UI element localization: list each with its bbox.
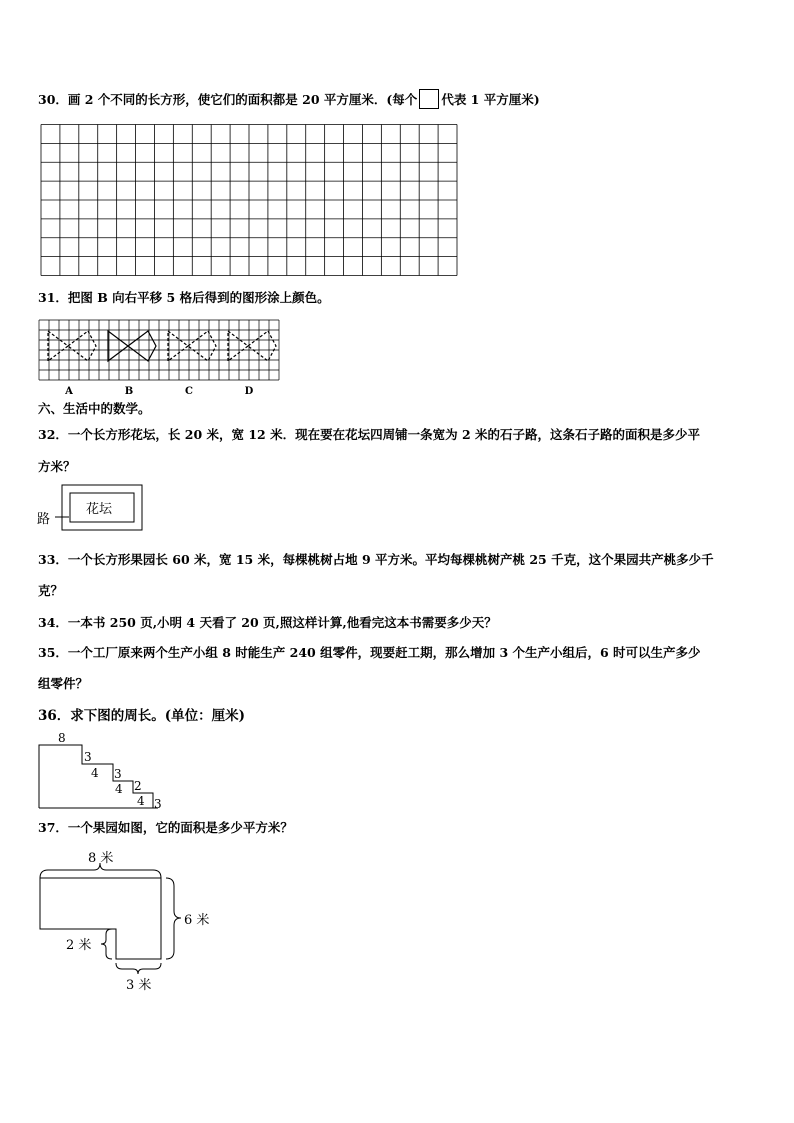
dim-notch-width: 3 米 (126, 978, 152, 993)
unit-square-icon (419, 89, 439, 109)
bowtie-left (168, 331, 188, 361)
flowerbed-figure (36, 484, 146, 534)
road-label: 路 (37, 512, 51, 527)
question-35-line2: 组零件？ (38, 676, 89, 691)
bowtie-right (128, 331, 156, 361)
section-title: 六、生活中的数学。 (38, 401, 151, 416)
question-31: 31．把图 B 向右平移 5 格后得到的图形涂上颜色。 (38, 290, 330, 305)
question-33-line1: 33．一个长方形果园长 60 米，宽 15 米，每棵桃树占地 9 平方米。平均每棵桃树产桃 25 千克，这个果园共产桃多少千 (38, 552, 714, 567)
question-36: 36．求下图的周长。(单位：厘米) (38, 708, 246, 724)
orchard-figure (36, 845, 216, 993)
dim-3a: 3 (84, 750, 92, 764)
bowtie-right (188, 331, 216, 361)
bowtie-right (248, 331, 276, 361)
bowtie-left (108, 331, 128, 361)
staircase-figure (36, 730, 171, 812)
figure-label: B (124, 386, 134, 397)
dim-notch-height: 2 米 (66, 938, 92, 953)
question-34: 34．一本书 250 页,小明 4 天看了 20 页,照这样计算,他看完这本书需要多少天？ (38, 615, 497, 630)
translation-figure (38, 319, 283, 397)
dim-4b: 4 (115, 782, 123, 796)
figure-label: D (244, 386, 254, 397)
bowtie-right (68, 331, 96, 361)
dim-right: 6 米 (184, 913, 210, 928)
dim-3b: 3 (114, 767, 122, 781)
question-30-text: 30．画 2 个不同的长方形，使它们的面积都是 20 平方厘米．(每个 (38, 92, 418, 107)
dim-2: 2 (134, 779, 142, 793)
question-30-suffix: 代表 1 平方厘米) (441, 92, 540, 107)
flowerbed-label: 花坛 (86, 502, 113, 517)
question-35-line1: 35．一个工厂原来两个生产小组 8 时能生产 240 组零件，现要赶工期，那么增加 3 个生产小组后，6 时可以生产多少 (38, 645, 701, 660)
drawing-grid[interactable] (41, 124, 458, 276)
dim-top: 8 米 (88, 851, 114, 866)
dim-4a: 4 (91, 766, 99, 780)
question-37: 37．一个果园如图，它的面积是多少平方米？ (38, 820, 293, 835)
dim-4c: 4 (137, 794, 145, 808)
bowtie-left (48, 331, 68, 361)
figure-label: A (65, 386, 73, 397)
figure-label: C (185, 386, 193, 397)
bowtie-left (228, 331, 248, 361)
question-32-line1: 32．一个长方形花坛，长 20 米，宽 12 米．现在要在花坛四周铺一条宽为 2 米的石子路，这条石子路的面积是多少平 (38, 427, 700, 442)
dim-3c: 3 (154, 797, 162, 811)
question-32-line2: 方米？ (38, 459, 76, 474)
question-30 (38, 89, 540, 109)
question-33-line2: 克？ (38, 583, 64, 598)
dim-8: 8 (58, 731, 66, 745)
